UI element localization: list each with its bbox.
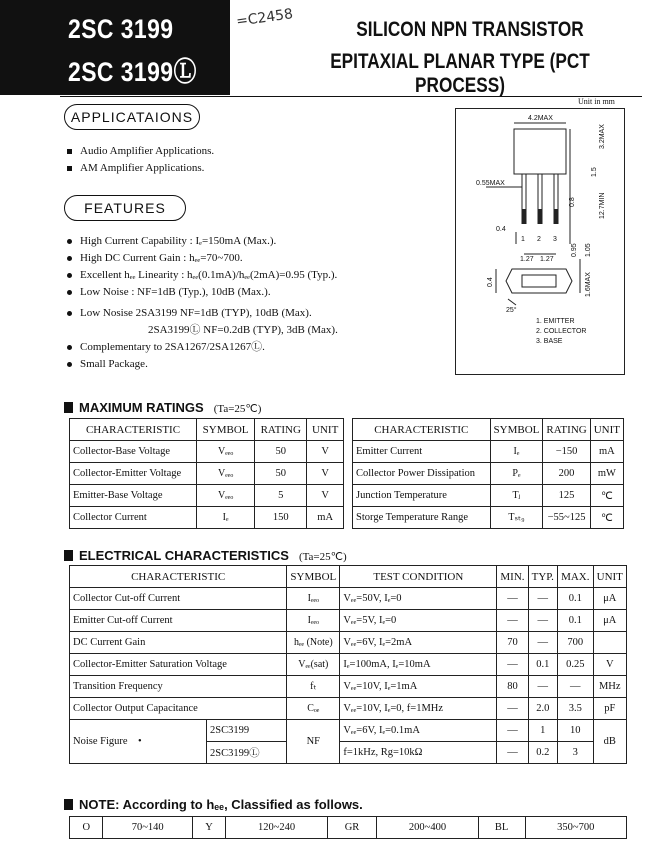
section-condition: (Ta=25℃) (298, 551, 347, 563)
hfe-classification-table (69, 816, 627, 839)
cell: 700 (558, 632, 594, 654)
cell: 2SC3199Ⓛ (207, 742, 287, 764)
column-header: TEST CONDITION (340, 566, 497, 588)
feature-item: Small Package. (66, 356, 338, 373)
cell: 0.25 (558, 654, 594, 676)
cell: 5 (255, 485, 307, 507)
cell: 0.1 (558, 588, 594, 610)
cell: hₑₑ (Note) (287, 632, 340, 654)
cell: — (528, 676, 557, 698)
column-header: CHARACTERISTIC (70, 566, 287, 588)
pin-label: 1. EMITTER (536, 318, 575, 325)
cell: Y (192, 817, 225, 839)
dim-label: 1.6MAX (585, 272, 592, 297)
dim-label: 1.05 (585, 243, 592, 257)
cell: Collector Current (70, 507, 197, 529)
table-row (70, 698, 627, 720)
column-header: SYMBOL (197, 419, 255, 441)
cell: 3 (558, 742, 594, 764)
features-list (66, 233, 338, 373)
column-header: TYP. (528, 566, 557, 588)
cell: MHz (593, 676, 626, 698)
cell: mW (590, 463, 623, 485)
section-condition: (Ta=25℃) (213, 403, 262, 415)
application-item: Audio Amplifier Applications. (66, 143, 214, 160)
cell (593, 632, 626, 654)
section-marker (64, 550, 73, 561)
max-ratings-table-left (69, 418, 344, 529)
dim-label: 25° (506, 307, 517, 314)
cell: V (307, 441, 344, 463)
cell: Collector Cut-off Current (70, 588, 287, 610)
dim-label: 0.95 (571, 243, 578, 257)
dim-label: 0.4 (487, 277, 494, 287)
applications-list (66, 143, 214, 177)
cell: Collector Output Capacitance (70, 698, 287, 720)
cell: Vₑₑ=50V, Iₑ=0 (340, 588, 497, 610)
cell: Transition Frequency (70, 676, 287, 698)
cell: μA (593, 588, 626, 610)
cell: Storge Temperature Range (353, 507, 491, 529)
cell: f=1kHz, Rg=10kΩ (340, 742, 497, 764)
cell: μA (593, 610, 626, 632)
cell: 50 (255, 441, 307, 463)
cell: 80 (497, 676, 528, 698)
pin-label: 2. COLLECTOR (536, 328, 587, 335)
table-row (70, 610, 627, 632)
column-header: CHARACTERISTIC (70, 419, 197, 441)
cell: Vₑₑ=6V, Iₑ=2mA (340, 632, 497, 654)
cell: — (497, 742, 528, 764)
cell: Emitter Cut-off Current (70, 610, 287, 632)
part-number-2: 2SC 3199Ⓛ (68, 57, 197, 87)
cell: 200 (543, 463, 590, 485)
cell: 3.5 (558, 698, 594, 720)
cell: 0.1 (558, 610, 594, 632)
max-ratings-heading: MAXIMUM RATINGS (Ta=25℃) (64, 400, 261, 415)
cell: Iₑₑₒ (287, 610, 340, 632)
header-rule (60, 96, 642, 97)
cell: Vₑₑ=10V, Iₑ=0, f=1MHz (340, 698, 497, 720)
table-row (353, 441, 624, 463)
title-line-2: EPITAXIAL PLANAR TYPE (PCT PROCESS) (330, 50, 590, 97)
column-header: UNIT (593, 566, 626, 588)
section-marker (64, 799, 73, 810)
dim-label: 0.8 (569, 197, 576, 207)
table-row (70, 676, 627, 698)
cell: Vₑₑ=10V, Iₑ=1mA (340, 676, 497, 698)
dim-label: 0.4 (496, 226, 506, 233)
table-row (70, 817, 627, 839)
cell: O (70, 817, 103, 839)
cell: Iₑ=100mA, Iₑ=10mA (340, 654, 497, 676)
table-row (70, 588, 627, 610)
cell: GR (327, 817, 377, 839)
table-row (70, 441, 344, 463)
cell: 0.1 (528, 654, 557, 676)
cell: 350~700 (525, 817, 626, 839)
cell: Emitter-Base Voltage (70, 485, 197, 507)
cell: dB (593, 720, 626, 764)
note-heading: NOTE: According to hₑₑ, Classified as follows. (64, 797, 363, 812)
section-marker (64, 402, 73, 413)
cell: Iₑ (197, 507, 255, 529)
cell: V (307, 463, 344, 485)
feature-item: Low Nosise 2SA3199 NF=1dB (TYP), 10dB (Max). (66, 305, 338, 322)
cell: Emitter Current (353, 441, 491, 463)
cell: Vₑₑ=6V, Iₑ=0.1mA (340, 720, 497, 742)
feature-item: Excellent hₑₑ Linearity : hₑₑ(0.1mA)/hₑₑ(2mA)=0.95 (Typ.). (66, 267, 338, 284)
table-row (353, 463, 624, 485)
cell: mA (307, 507, 344, 529)
cell: NF (287, 720, 340, 764)
cell: V (593, 654, 626, 676)
cell: Vₑₑₒ (197, 463, 255, 485)
feature-item: Complementary to 2SA1267/2SA1267Ⓛ. (66, 339, 338, 356)
application-item: AM Amplifier Applications. (66, 160, 214, 177)
cell: ℃ (590, 485, 623, 507)
table-row (70, 720, 627, 742)
cell: pF (593, 698, 626, 720)
column-header: MIN. (497, 566, 528, 588)
column-header: SYMBOL (490, 419, 543, 441)
table-row (353, 507, 624, 529)
pin-number: 2 (537, 236, 541, 243)
cell: 200~400 (377, 817, 478, 839)
applications-heading: APPLICATAIONS (64, 104, 200, 130)
column-header: UNIT (590, 419, 623, 441)
cell: 10 (558, 720, 594, 742)
cell: Vₑₑ=5V, Iₑ=0 (340, 610, 497, 632)
cell: Pₑ (490, 463, 543, 485)
pin-number: 3 (553, 236, 557, 243)
electrical-heading: ELECTRICAL CHARACTERISTICS (Ta=25℃) (64, 548, 347, 563)
dim-label: 12.7MIN (599, 192, 606, 219)
feature-item: Low Noise : NF=1dB (Typ.), 10dB (Max.). (66, 284, 338, 301)
cell: 2.0 (528, 698, 557, 720)
dim-label: 1.27 (540, 256, 554, 263)
dim-label: 1.5 (591, 167, 598, 177)
cell: — (558, 676, 594, 698)
part-number-1: 2SC 3199 (68, 14, 174, 44)
table-row (70, 654, 627, 676)
cell: mA (590, 441, 623, 463)
part-number-block (0, 0, 230, 95)
column-header: MAX. (558, 566, 594, 588)
cell: 2SC3199 (207, 720, 287, 742)
cell: V (307, 485, 344, 507)
feature-item: High DC Current Gain : hₑₑ=70~700. (66, 250, 338, 267)
handwritten-note: =C2458 (235, 6, 294, 30)
cell: BL (478, 817, 525, 839)
feature-item-continuation: 2SA3199Ⓛ NF=0.2dB (TYP), 3dB (Max). (148, 324, 338, 336)
cell: 125 (543, 485, 590, 507)
table-row (353, 485, 624, 507)
column-header: RATING (255, 419, 307, 441)
cell: 1 (528, 720, 557, 742)
cell: Iₑₑₒ (287, 588, 340, 610)
title-line-1: SILICON NPN TRANSISTOR (356, 18, 584, 41)
table-row (70, 632, 627, 654)
cell: Vₑₑₒ (197, 441, 255, 463)
package-diagram (455, 108, 625, 375)
cell: 50 (255, 463, 307, 485)
cell: Tₛₜ₉ (490, 507, 543, 529)
table-row (70, 463, 344, 485)
cell: 0.2 (528, 742, 557, 764)
cell: DC Current Gain (70, 632, 287, 654)
cell: — (528, 588, 557, 610)
column-header: SYMBOL (287, 566, 340, 588)
cell: Collector-Emitter Saturation Voltage (70, 654, 287, 676)
feature-item: High Current Capability : Iₑ=150mA (Max.). (66, 233, 338, 250)
dim-label: 0.55MAX (476, 180, 505, 187)
cell: — (497, 654, 528, 676)
features-heading: FEATURES (64, 195, 186, 221)
dim-label: 3.2MAX (599, 124, 606, 149)
cell: Iₑ (490, 441, 543, 463)
cell: 120~240 (226, 817, 327, 839)
cell: 150 (255, 507, 307, 529)
cell: fₜ (287, 676, 340, 698)
cell: Tⱼ (490, 485, 543, 507)
dim-label: 4.2MAX (528, 115, 553, 122)
column-header: UNIT (307, 419, 344, 441)
pin-number: 1 (521, 236, 525, 243)
cell: — (528, 610, 557, 632)
cell: Collector-Base Voltage (70, 441, 197, 463)
cell: — (497, 610, 528, 632)
column-header: CHARACTERISTIC (353, 419, 491, 441)
cell: — (497, 720, 528, 742)
max-ratings-table-right (352, 418, 624, 529)
pin-label: 3. BASE (536, 338, 563, 345)
noise-figure-label: Noise Figure • (70, 720, 207, 764)
electrical-table (69, 565, 627, 764)
dim-label: 1.27 (520, 256, 534, 263)
cell: Collector Power Dissipation (353, 463, 491, 485)
cell: — (528, 632, 557, 654)
cell: 70 (497, 632, 528, 654)
cell: Vₑₑ(sat) (287, 654, 340, 676)
cell: −55~125 (543, 507, 590, 529)
cell: Junction Temperature (353, 485, 491, 507)
table-row (70, 507, 344, 529)
package-outline-drawing (456, 109, 624, 374)
cell: ℃ (590, 507, 623, 529)
cell: Collector-Emitter Voltage (70, 463, 197, 485)
cell: — (497, 588, 528, 610)
column-header: RATING (543, 419, 590, 441)
cell: Vₑₑₒ (197, 485, 255, 507)
unit-note: Unit in mm (578, 97, 615, 106)
cell: Cₒₑ (287, 698, 340, 720)
cell: 70~140 (103, 817, 192, 839)
cell: −150 (543, 441, 590, 463)
cell: — (497, 698, 528, 720)
table-row (70, 485, 344, 507)
